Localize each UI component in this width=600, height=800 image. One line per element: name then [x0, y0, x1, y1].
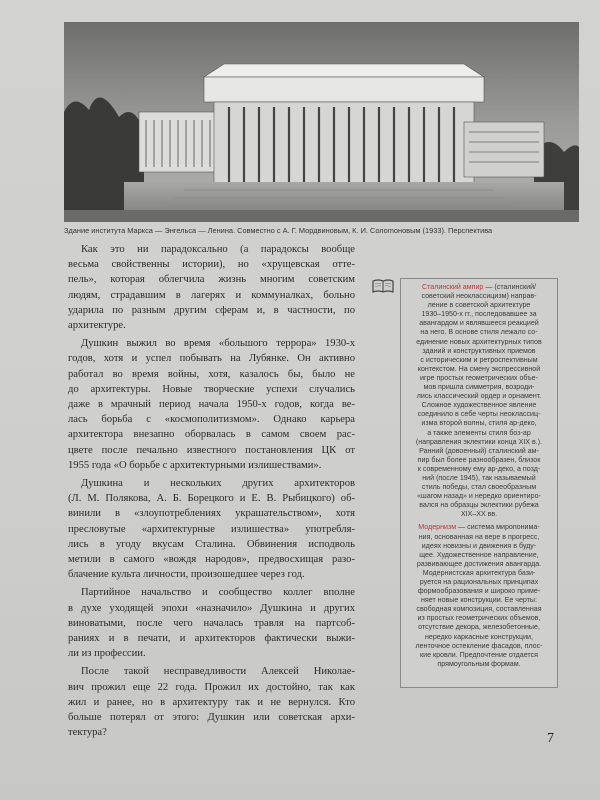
glossary-line: соединило в себе черты неоклассиц-	[417, 410, 541, 419]
glossary-line: Ранний (довоенный) сталинский ам-	[419, 446, 539, 455]
page-number: 7	[547, 731, 554, 746]
main-text	[68, 242, 355, 744]
glossary-line: зданий и конструктивных приемов	[422, 346, 536, 355]
glossary-line: из простых геометрических объемов,	[417, 614, 541, 623]
text-line: метили в самого «вождя народов», предвосхищая разо-	[68, 554, 355, 566]
text-line: блачение культа личности, произошедшее через год.	[68, 569, 305, 581]
text-line: годов, хотя и успел побывать на Лубянке. Он активно	[68, 353, 355, 365]
glossary-line: ния, основанная на вере в прогресс,	[418, 532, 540, 541]
glossary-text: — (сталинский/	[483, 283, 536, 291]
paragraph-4	[68, 585, 355, 661]
text-line: цвете после печально известного постановления ЦК от	[68, 444, 355, 456]
glossary-line: прямоугольным формам.	[437, 659, 521, 668]
glossary-line: с историческим и ретроспективным	[420, 355, 538, 364]
text-line: винили в «злоупотреблениях украшательством», хотя	[68, 508, 355, 520]
glossary-term: Сталинский ампир	[422, 283, 484, 291]
text-line: раниях и в печати, и архитекторов фактически выжи-	[68, 633, 355, 645]
glossary-line: свободная композиция, составленная	[416, 605, 542, 614]
paragraph-1	[68, 242, 355, 333]
glossary-line: игре простых геометрических объе-	[420, 373, 538, 382]
photo-caption: Здание института Маркса — Энгельса — Ленина. Совместно с А. Г. Мордвиновым, К. И. Солomоновым (1933). Перспектива	[64, 226, 493, 235]
text-line: даже в мрачный период начала 1950-х годов, когда ве-	[68, 399, 355, 411]
text-line: лись в угоду вкусам Сталина. Обвинения исподволь	[68, 538, 355, 550]
glossary-line: ний (после 1945), так называемый	[422, 473, 536, 482]
glossary-entry-stalinist-empire	[406, 283, 552, 519]
text-line: ли из профессии.	[68, 648, 146, 660]
glossary-line: 1930–1950-х гг., последовавшее за	[421, 310, 537, 319]
text-line: Душкина и нескольких других архитекторов	[81, 478, 355, 490]
text-line: до архитектуры. Новые творческие успехи случались	[68, 383, 355, 395]
glossary-line: Сложное художественное явление	[421, 401, 537, 410]
glossary-line: а также элементы стиля боз-ар	[427, 428, 531, 437]
glossary-line: формообразования и широко приме-	[417, 587, 541, 596]
glossary-line: XIX–XX вв.	[460, 510, 498, 519]
glossary-line: отсутствие декора, железобетонные,	[418, 623, 540, 632]
text-line: весьма свойственны истории), но «хрущевская отте-	[68, 259, 355, 271]
text-line: 1955 года «О борьбе с архитектурными излишествами».	[68, 459, 322, 471]
glossary-line: щее. Художественное направление,	[419, 550, 539, 559]
glossary-line: контекстом. На смену экспрессивной	[417, 364, 541, 373]
glossary-first-line	[406, 283, 552, 292]
text-line: Душкин выжил во время «большого террора» 1930-х	[81, 338, 355, 350]
text-line: виноватыми, после чего началась травля на партсоб-	[68, 617, 355, 629]
glossary-line: кие кровли. Предпочтение отдается	[420, 650, 538, 659]
glossary-line: мов пришла симметрия, возроди-	[423, 383, 535, 392]
glossary-line: пир был более разнообразен, близок	[417, 455, 541, 464]
glossary-line: няет новые конструкции. Ее черты:	[420, 596, 538, 605]
glossary-line: руется на рациональных принципах	[419, 578, 539, 586]
building-illustration	[64, 22, 579, 222]
glossary-line: идеях новизны и движения в буду-	[421, 541, 537, 550]
glossary-text: — система миропонима-	[456, 523, 540, 532]
glossary-term: Модернизм	[418, 523, 457, 532]
paragraph-3	[68, 476, 355, 582]
text-line: пель», которая облегчила жизнь многим советским	[68, 274, 355, 286]
glossary-line: советский неоклассицизм) направ-	[421, 292, 537, 301]
glossary-line: изма второй волны, стиля ар-деко,	[421, 419, 537, 428]
glossary-line: Модернистская архитектура бази-	[422, 568, 536, 577]
glossary-line: «шагом назад» и нередко ориентиро-	[417, 492, 541, 501]
glossary-line: нередко каркасные конструкции,	[425, 632, 533, 641]
text-line: После такой несправедливости Алексей Николае-	[81, 666, 355, 678]
text-line: людям, страдавшим в лагерях и коммуналках, больно	[68, 289, 355, 301]
text-line: ударила по разным другим сферам и, в частности, по	[68, 304, 355, 316]
marx-engels-lenin-institute-drawing	[64, 22, 579, 222]
glossary-line: развивающее достижения авангарда.	[416, 559, 542, 568]
paragraph-5	[68, 664, 355, 740]
glossary-line: на него. В основе стиля лежало со-	[420, 328, 538, 337]
text-line: пресловутые «архитектурные излишества» употребля-	[68, 523, 355, 535]
glossary-first-line	[406, 523, 552, 532]
glossary-line: стиль победы, стал своеобразным	[421, 483, 537, 492]
glossary-line: единение новых архитектурных типов	[416, 337, 542, 346]
text-line: архитектора внезапно оборвалась в самом своем рас-	[68, 429, 355, 441]
open-book-icon	[372, 278, 394, 294]
glossary-line: (направления эклектики конца XIX в.).	[415, 437, 543, 446]
text-line: работал во время войны, хотя, казалось бы, было не	[68, 368, 355, 380]
text-line: (Л. М. Полякова, А. Б. Борецкого и Е. В. Рыбицкого) об-	[68, 493, 355, 505]
glossary-entry-modernism	[406, 523, 552, 669]
glossary-line: ленточное остекление фасадов, плос-	[415, 641, 543, 650]
text-line: в духе уходящей эпохи «назначило» Душкина и других	[68, 602, 355, 614]
glossary-line: вался на образцы эклектики рубежа	[419, 501, 539, 510]
text-line: тектура?	[68, 727, 107, 739]
text-line: Как это ни парадоксально (а парадоксы вообще	[81, 244, 355, 255]
text-line: больше потерял от этого: Душкин или советская архи-	[68, 712, 355, 724]
text-line: вич прожил еще 22 года. Прожил их достойно, так как	[68, 681, 355, 693]
glossary-sidebar	[400, 278, 558, 688]
text-line: лась борьба с «космополитизмом». Однако карьера	[68, 414, 355, 426]
glossary-line: к современному ему ар-деко, а позд-	[417, 464, 541, 473]
text-line: архитектуре.	[68, 320, 126, 332]
glossary-line: лись классический ордер и орнамент.	[416, 392, 542, 401]
text-line: жил и ранее, но в архитектуру так и не вернулся. Кто	[68, 696, 355, 708]
paragraph-2	[68, 336, 355, 473]
glossary-line: авангардом и являвшееся реакцией	[419, 319, 539, 328]
glossary-line: ление в советской архитектуре	[427, 301, 531, 310]
text-line: Партийное начальство и сообщество коллег вполне	[81, 587, 355, 599]
